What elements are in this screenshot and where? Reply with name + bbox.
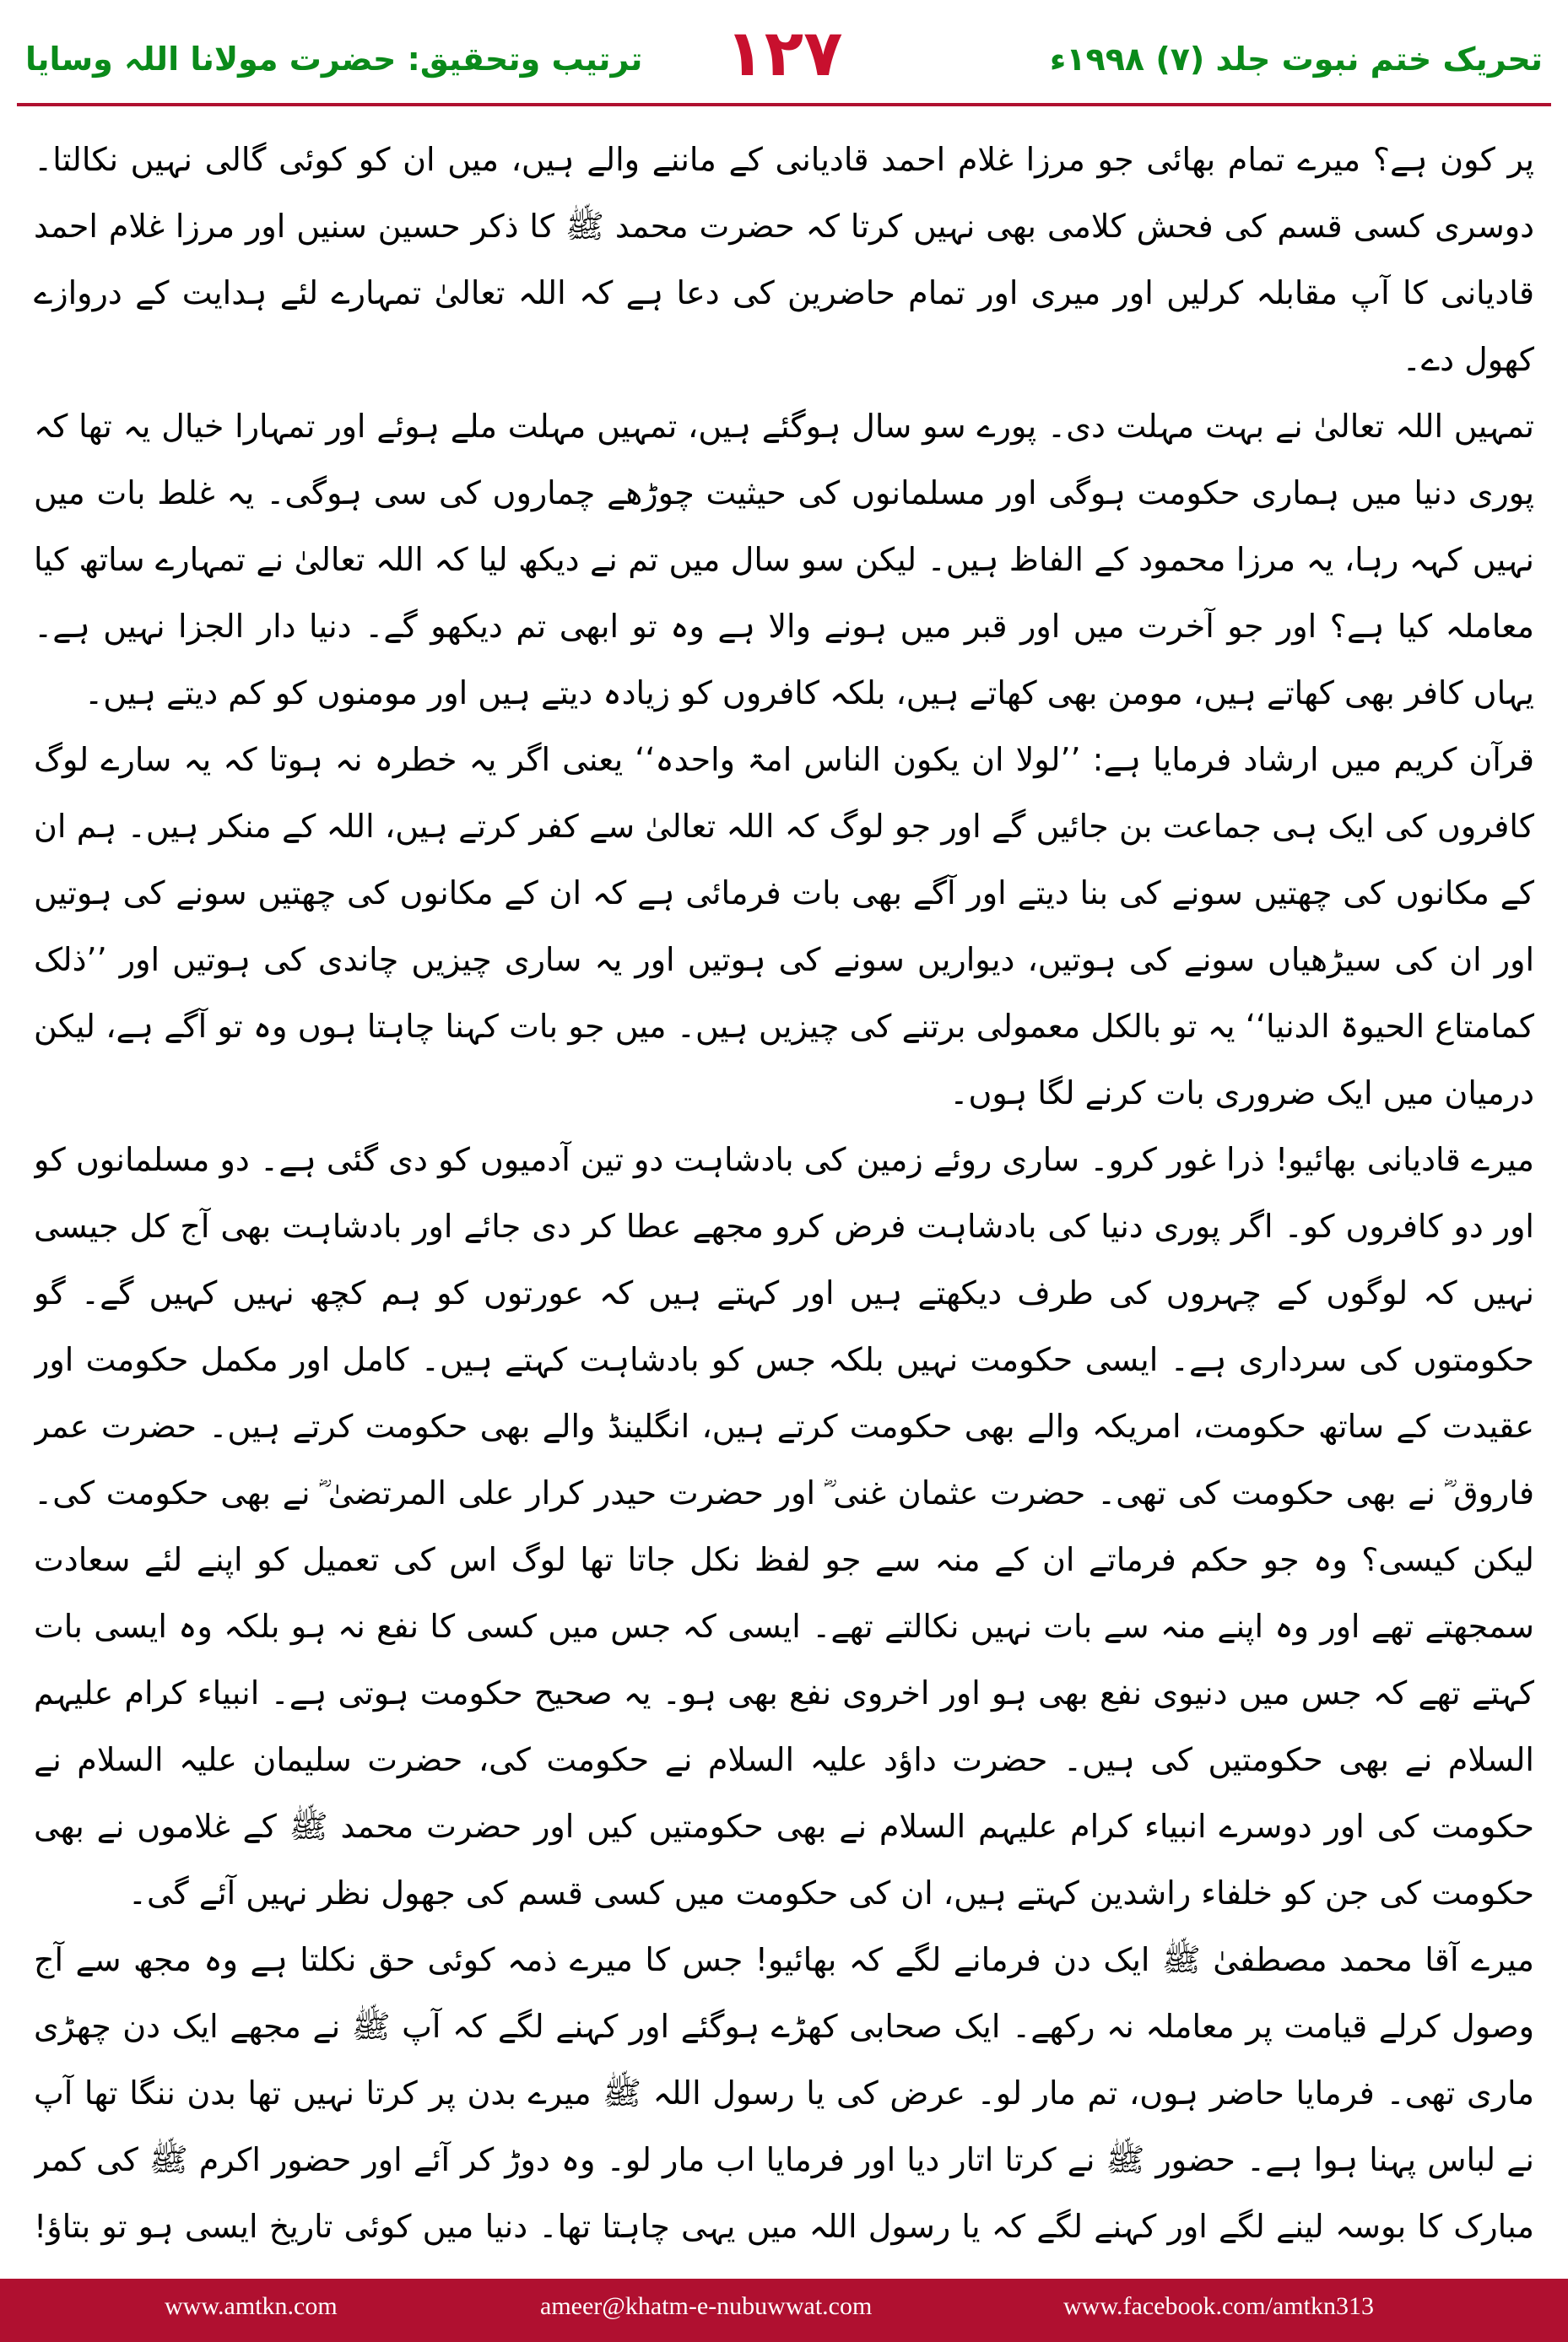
page-number: ۱۲۷ bbox=[725, 15, 843, 90]
paragraph-5: میرے آقا محمد مصطفیٰ ﷺ ایک دن فرمانے لگے کہ بھائیو! جس کا میرے ذمہ کوئی حق نکلتا ہے وہ مجھ سے آج وصول کرلے قیامت پر معاملہ نہ رکھے۔ ایک صحابی کھڑے ہوگئے اور کہنے لگے کہ آپ ﷺ نے مجھے ایک دن چھڑی ماری تھی۔ فرمایا حاضر ہوں، تم مار لو۔ عرض کی یا رسول اللہ ﷺ میرے بدن پر کرتا نہیں تھا بدن ننگا تھا آپ نے لباس پہنا ہوا ہے۔ حضور ﷺ نے کرتا اتار دیا اور فرمایا اب مار لو۔ وہ دوڑ کر آئے اور حضور اکرم ﷺ کی کمر مبارک کا بوسہ لینے لگے اور کہنے لگے کہ یا رسول اللہ میں یہی چاہتا تھا۔ دنیا میں کوئی تاریخ ایسی ہو تو بتاؤ! bbox=[34, 1941, 1534, 2245]
page-header bbox=[0, 0, 1568, 110]
header-book-title: تحریک ختم نبوت جلد (۷) ۱۹۹۸ء bbox=[1049, 41, 1543, 78]
header-compiler-credit: ترتیب وتحقیق: حضرت مولانا اللہ وسایا bbox=[25, 41, 643, 78]
footer-email-link[interactable]: ameer@khatm-e-nubuwwat.com bbox=[540, 2292, 873, 2320]
page-footer bbox=[0, 2279, 1568, 2342]
paragraph-3: قرآن کریم میں ارشاد فرمایا ہے: ’’لولا ان یکون الناس امۃ واحدہ‘‘ یعنی اگر یہ خطرہ نہ ہوتا کہ یہ سارے لوگ کافروں کی ایک ہی جماعت بن جائیں گے اور جو لوگ کہ اللہ تعالیٰ سے کفر کرتے ہیں، اللہ کے منکر ہیں۔ ہم ان کے مکانوں کی چھتیں سونے کی بنا دیتے اور آگے بھی بات فرمائی ہے کہ ان کے مکانوں کی چھتیں سونے کی ہوتیں اور ان کی سیڑھیاں سونے کی ہوتیں، دیواریں سونے کی ہوتیں اور یہ ساری چیزیں چاندی کی ہوتیں اور ’’ذلک کمامتاع الحیوۃ الدنیا‘‘ یہ تو بالکل معمولی برتنے کی چیزیں ہیں۔ میں جو بات کہنا چاہتا ہوں وہ تو آگے ہے، لیکن درمیان میں ایک ضروری بات کرنے لگا ہوں۔ bbox=[34, 741, 1534, 1112]
footer-website-link[interactable]: www.amtkn.com bbox=[165, 2292, 338, 2320]
paragraph-2: تمہیں اللہ تعالیٰ نے بہت مہلت دی۔ پورے سو سال ہوگئے ہیں، تمہیں مہلت ملے ہوئے اور تمہارا خیال یہ تھا کہ پوری دنیا میں ہماری حکومت ہوگی اور مسلمانوں کی حیثیت چوڑھے چماروں کی سی ہوگی۔ یہ غلط بات میں نہیں کہہ رہا، یہ مرزا محمود کے الفاظ ہیں۔ لیکن سو سال میں تم نے دیکھ لیا کہ اللہ تعالیٰ نے تمہارے ساتھ کیا معاملہ کیا ہے؟ اور جو آخرت میں اور قبر میں ہونے والا ہے وہ تو ابھی تم دیکھو گے۔ دنیا دار الجزا نہیں ہے۔ یہاں کافر بھی کھاتے ہیں، مومن بھی کھاتے ہیں، بلکہ کافروں کو زیادہ دیتے ہیں اور مومنوں کو کم دیتے ہیں۔ bbox=[34, 408, 1534, 711]
paragraph-1: پر کون ہے؟ میرے تمام بھائی جو مرزا غلام احمد قادیانی کے ماننے والے ہیں، میں ان کو کوئی گالی نہیں نکالتا۔ دوسری کسی قسم کی فحش کلامی بھی نہیں کرتا کہ حضرت محمد ﷺ کا ذکر حسین سنیں اور مرزا غلام احمد قادیانی کا آپ مقابلہ کرلیں اور میری اور تمام حاضرین کی دعا ہے کہ اللہ تعالیٰ تمہارے لئے ہدایت کے دروازے کھول دے۔ bbox=[34, 141, 1534, 378]
paragraph-4: میرے قادیانی بھائیو! ذرا غور کرو۔ ساری روئے زمین کی بادشاہت دو تین آدمیوں کو دی گئی ہے۔ دو مسلمانوں کو اور دو کافروں کو۔ اگر پوری دنیا کی بادشاہت فرض کرو مجھے عطا کر دی جائے اور بادشاہت بھی آج کل جیسی نہیں کہ لوگوں کے چہروں کی طرف دیکھتے ہیں اور کہتے ہیں کہ عورتوں کو ہم کچھ نہیں کہیں گے۔ گو حکومتوں کی سرداری ہے۔ ایسی حکومت نہیں بلکہ جس کو بادشاہت کہتے ہیں۔ کامل اور مکمل حکومت اور عقیدت کے ساتھ حکومت، امریکہ والے بھی حکومت کرتے ہیں، انگلینڈ والے بھی حکومت کرتے ہیں۔ حضرت عمر فاروق ؓ نے بھی حکومت کی تھی۔ حضرت عثمان غنی ؓ اور حضرت حیدر کرار علی المرتضیٰ ؓ نے بھی حکومت کی۔ لیکن کیسی؟ وہ جو حکم فرماتے ان کے منہ سے جو لفظ نکل جاتا تھا لوگ اس کی تعمیل کو اپنے لئے سعادت سمجھتے تھے اور وہ اپنے منہ سے بات نہیں نکالتے تھے۔ ایسی کہ جس میں کسی کا نفع نہ ہو بلکہ وہ ایسی بات کہتے تھے کہ جس میں دنیوی نفع بھی ہو اور اخروی نفع بھی ہو۔ یہ صحیح حکومت ہوتی ہے۔ انبیاء کرام علیہم السلام نے بھی حکومتیں کی ہیں۔ حضرت داؤد علیہ السلام نے حکومت کی، حضرت سلیمان علیہ السلام نے حکومت کی اور دوسرے انبیاء کرام علیہم السلام نے بھی حکومتیں کیں اور حضرت محمد ﷺ کے غلاموں نے بھی حکومت کی جن کو خلفاء راشدین کہتے ہیں، ان کی حکومت میں کسی قسم کی جھول نظر نہیں آئے گی۔ bbox=[34, 1141, 1534, 1912]
footer-facebook-link[interactable]: www.facebook.com/amtkn313 bbox=[1063, 2292, 1374, 2320]
page-body bbox=[34, 127, 1534, 2253]
header-divider bbox=[17, 103, 1551, 106]
